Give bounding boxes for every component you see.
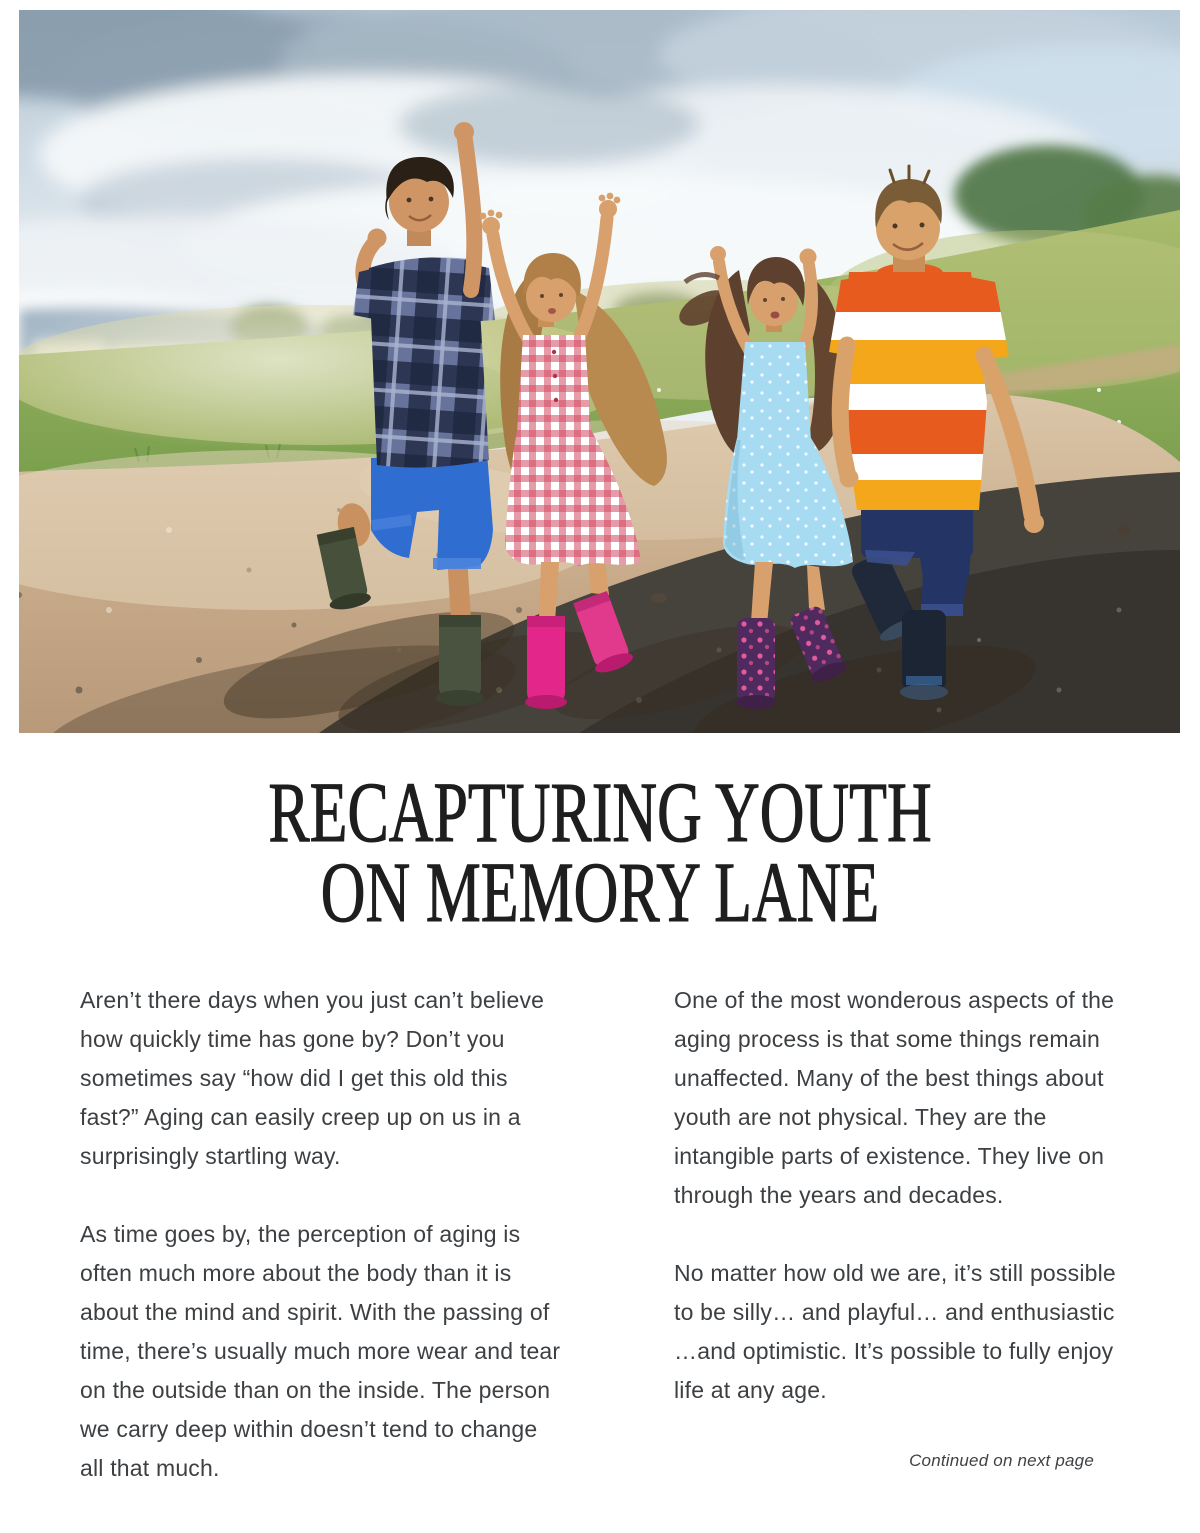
page-title-line-2: ON MEMORY LANE — [320, 844, 880, 940]
paragraph: Aren’t there days when you just can’t believe how quickly time has gone by? Don’t you sometimes say “how did I get this old this fast?” Aging can easily creep up on us in a surprisingly startling way. — [80, 987, 545, 1169]
hero-photo-illustration — [19, 10, 1180, 733]
paragraph: No matter how old we are, it’s still possible to be silly… and playful… and enthusiastic …and optimistic. It’s possible to fully enjoy life at any age. — [674, 1260, 1116, 1403]
right-column — [674, 981, 1120, 1527]
page-title — [0, 764, 1200, 940]
article-body — [80, 981, 1120, 1527]
paragraph: One of the most wonderous aspects of the aging process is that some things remain unaffected. Many of the best things about youth are not physical. They are the intangible parts of existence. They live on through the years and decades. — [674, 987, 1115, 1208]
paragraph: As time goes by, the perception of aging is often much more about the body than it is about the mind and spirit. With the passing of time, there’s usually much more wear and tear on the outside than on the inside. The person we carry deep within doesn’t tend to change all that much. — [80, 1221, 561, 1481]
left-column — [80, 981, 564, 1527]
page-title-line-1: RECAPTURING YOUTH — [268, 764, 932, 860]
continued-note: Continued on next page — [909, 1451, 1094, 1470]
hero-photo — [19, 10, 1180, 733]
